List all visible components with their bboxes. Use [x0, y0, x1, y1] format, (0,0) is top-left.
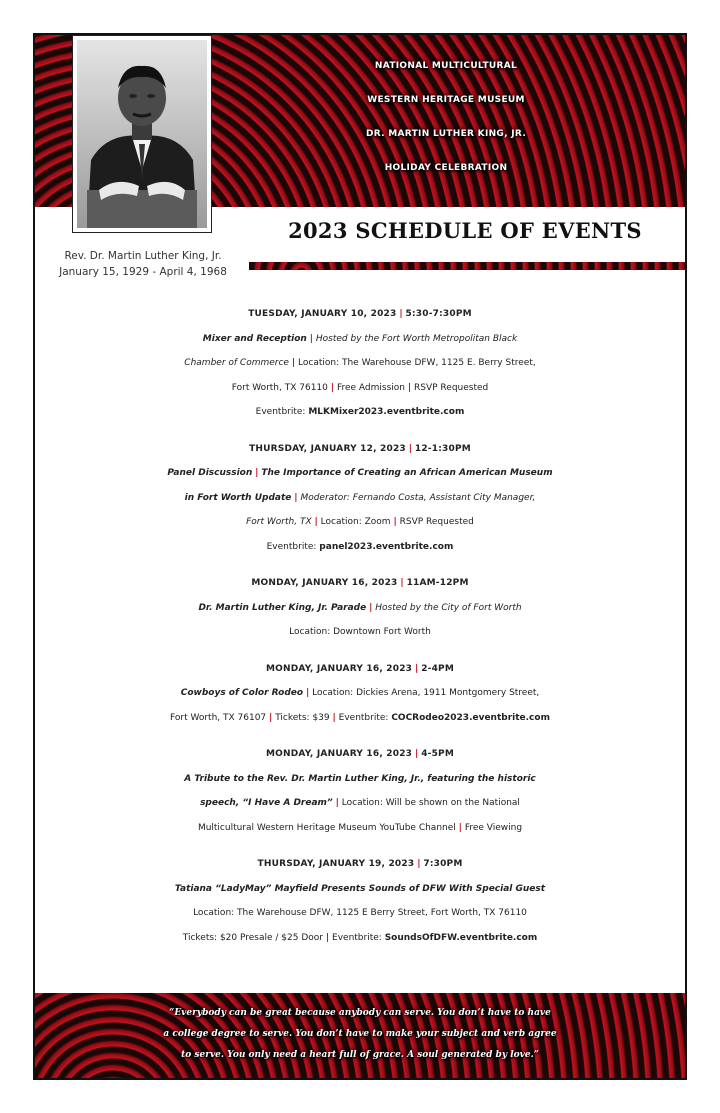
separator: |	[314, 517, 318, 527]
event-rsvp: RSVP Requested	[414, 382, 489, 393]
separator: |	[393, 517, 397, 527]
event-moderator: Moderator: Fernando Costa, Assistant City Manager,	[300, 492, 536, 503]
event-location: Location: Downtown Fort Worth	[289, 627, 431, 637]
separator: |	[369, 602, 373, 613]
event-admission: Free Admission	[336, 382, 405, 393]
event-item	[35, 852, 685, 950]
event-title: Dr. Martin Luther King, Jr. Parade	[198, 602, 367, 613]
caption-name: Rev. Dr. Martin Luther King, Jr.	[64, 250, 222, 262]
event-time: 2-4PM	[421, 663, 454, 674]
event-heading	[217, 49, 675, 185]
flyer-frame	[33, 33, 687, 1080]
event-title: Cowboys of Color Rodeo	[180, 688, 304, 698]
event-location: Location: Will be shown on the National	[341, 798, 520, 808]
eventbrite-link[interactable]: SoundsOfDFW.eventbrite.com	[384, 932, 538, 943]
event-subtitle-cont: in Fort Worth Update	[184, 492, 292, 503]
schedule-title: 2023 SCHEDULE OF EVENTS	[288, 218, 642, 243]
separator: |	[330, 382, 335, 393]
separator: |	[255, 468, 259, 478]
separator: |	[407, 382, 412, 393]
event-title: Tatiana “LadyMay” Mayfield Presents Sounds of DFW With Special Guest	[174, 883, 546, 894]
event-location: Location: Dickies Arena, 1911 Montgomery Street,	[312, 688, 540, 698]
event-location-cont: Fort Worth, TX 76110	[231, 382, 328, 393]
event-item	[35, 657, 685, 731]
event-time: 4-5PM	[421, 749, 454, 759]
quote-line: to serve. You only need a heart full of grace. A soul generated by love.”	[181, 1050, 539, 1060]
event-tickets: Tickets: $39	[275, 712, 330, 723]
eventbrite-label: Eventbrite:	[338, 712, 389, 723]
event-location: Location: Zoom	[320, 517, 391, 527]
event-time: 12-1:30PM	[414, 443, 471, 454]
event-title: Mixer and Reception	[202, 333, 307, 344]
eventbrite-label: Eventbrite:	[332, 932, 382, 943]
event-item	[35, 437, 685, 560]
event-time: 11AM-12PM	[406, 578, 469, 588]
event-item	[35, 302, 685, 425]
quote-line: “Everybody can be great because anybody can serve. You don’t have to have	[169, 1008, 551, 1018]
mlk-quote	[49, 1003, 671, 1066]
separator: |	[291, 358, 296, 368]
event-location-cont: Multicultural Western Heritage Museum YouTube Channel	[197, 822, 456, 833]
event-title-cont: speech, “I Have A Dream”	[200, 798, 333, 808]
portrait-caption	[43, 248, 243, 280]
event-title: Panel Discussion	[167, 468, 253, 478]
event-date: THURSDAY, JANUARY 19, 2023	[257, 859, 415, 869]
separator: |	[294, 492, 298, 503]
separator: |	[332, 712, 336, 723]
separator: |	[399, 309, 403, 319]
separator: |	[458, 822, 462, 833]
event-host: Hosted by the City of Fort Worth	[375, 602, 522, 613]
event-time: 7:30PM	[423, 859, 463, 869]
separator: |	[417, 859, 421, 869]
events-list	[35, 302, 685, 962]
event-rsvp: RSVP Requested	[399, 517, 474, 527]
separator: |	[309, 333, 313, 344]
heading-line: NATIONAL MULTICULTURAL	[374, 61, 518, 71]
heading-line: HOLIDAY CELEBRATION	[384, 163, 508, 173]
separator: |	[408, 443, 413, 454]
eventbrite-link[interactable]: MLKMixer2023.eventbrite.com	[308, 407, 465, 417]
event-date: MONDAY, JANUARY 16, 2023	[265, 663, 413, 674]
event-item	[35, 571, 685, 645]
event-location: Location: The Warehouse DFW, 1125 E Berry Street, Fort Worth, TX 76110	[193, 908, 527, 918]
caption-dates: January 15, 1929 - April 4, 1968	[59, 266, 227, 278]
separator: |	[415, 749, 419, 759]
event-subtitle: The Importance of Creating an African American Museum	[261, 468, 553, 478]
heading-line: DR. MARTIN LUTHER KING, JR.	[365, 129, 527, 139]
event-date: MONDAY, JANUARY 16, 2023	[265, 749, 413, 759]
separator: |	[305, 688, 310, 698]
event-host: Hosted by the Fort Worth Metropolitan Black	[315, 333, 518, 344]
event-date: MONDAY, JANUARY 16, 2023	[251, 578, 398, 588]
event-moderator-cont: Fort Worth, TX	[246, 517, 312, 527]
separator: |	[335, 798, 339, 808]
event-location: Location: The Warehouse DFW, 1125 E. Berry Street,	[298, 358, 536, 368]
separator: |	[269, 712, 273, 723]
event-tickets: Tickets: $20 Presale / $25 Door	[182, 932, 323, 943]
event-host-cont: Chamber of Commerce	[184, 358, 289, 368]
quote-banner	[35, 993, 685, 1078]
event-location-cont: Fort Worth, TX 76107	[170, 712, 267, 723]
eventbrite-link[interactable]: panel2023.eventbrite.com	[319, 541, 454, 552]
event-time: 5:30-7:30PM	[405, 309, 472, 319]
eventbrite-link[interactable]: COCRodeo2023.eventbrite.com	[391, 712, 550, 723]
separator: |	[415, 663, 419, 674]
event-title: A Tribute to the Rev. Dr. Martin Luther King, Jr., featuring the historic	[184, 773, 536, 784]
eventbrite-label: Eventbrite:	[255, 407, 306, 417]
event-viewing: Free Viewing	[464, 822, 523, 833]
decorative-divider	[249, 262, 685, 270]
separator: |	[325, 932, 330, 943]
eventbrite-label: Eventbrite:	[266, 541, 317, 552]
heading-line: WESTERN HERITAGE MUSEUM	[367, 95, 525, 105]
portrait-photo-frame	[72, 35, 212, 233]
quote-line: a college degree to serve. You don’t have to make your subject and verb agree	[163, 1029, 557, 1039]
portrait-photo	[77, 40, 207, 228]
event-date: TUESDAY, JANUARY 10, 2023	[248, 309, 397, 319]
event-date: THURSDAY, JANUARY 12, 2023	[249, 443, 406, 454]
event-item	[35, 742, 685, 840]
separator: |	[400, 578, 404, 588]
